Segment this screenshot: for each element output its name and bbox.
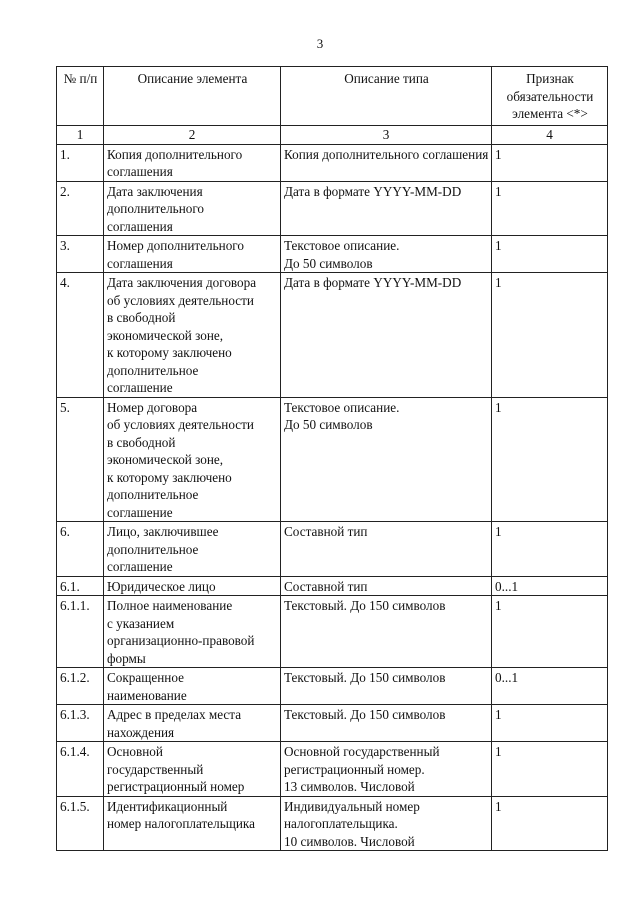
table-row <box>57 522 608 577</box>
required-flag: 0...1 <box>492 668 608 705</box>
column-number-row <box>57 126 608 145</box>
type-description: Составной тип <box>281 576 492 596</box>
table-row <box>57 796 608 851</box>
required-flag: 1 <box>492 236 608 273</box>
row-number: 6.1.1. <box>57 596 104 668</box>
element-description: Адрес в пределах места нахождения <box>104 705 281 742</box>
type-description: Текстовый. До 150 символов <box>281 668 492 705</box>
type-description: Дата в формате YYYY-MM-DD <box>281 181 492 236</box>
element-description: Сокращенное наименование <box>104 668 281 705</box>
row-number: 4. <box>57 273 104 398</box>
required-flag: 1 <box>492 796 608 851</box>
table-row <box>57 144 608 181</box>
row-number: 2. <box>57 181 104 236</box>
header-type-description: Описание типа <box>281 67 492 126</box>
row-number: 1. <box>57 144 104 181</box>
table-row <box>57 236 608 273</box>
row-number: 6.1. <box>57 576 104 596</box>
table-row <box>57 397 608 522</box>
row-number: 6.1.3. <box>57 705 104 742</box>
row-number: 6. <box>57 522 104 577</box>
column-number: 3 <box>281 126 492 145</box>
required-flag: 1 <box>492 705 608 742</box>
required-flag: 1 <box>492 397 608 522</box>
element-description: Полное наименование с указанием организационно-правовой формы <box>104 596 281 668</box>
header-num: № п/п <box>57 67 104 126</box>
page-number: 3 <box>316 36 324 51</box>
required-flag: 1 <box>492 144 608 181</box>
header-element-description: Описание элемента <box>104 67 281 126</box>
element-description: Юридическое лицо <box>104 576 281 596</box>
column-number: 2 <box>104 126 281 145</box>
type-description: Основной государственный регистрационный номер. 13 символов. Числовой <box>281 742 492 797</box>
type-description: Дата в формате YYYY-MM-DD <box>281 273 492 398</box>
element-description: Копия дополнительного соглашения <box>104 144 281 181</box>
required-flag: 1 <box>492 596 608 668</box>
element-description: Лицо, заключившее дополнительное соглашение <box>104 522 281 577</box>
required-flag: 0...1 <box>492 576 608 596</box>
row-number: 6.1.4. <box>57 742 104 797</box>
required-flag: 1 <box>492 522 608 577</box>
element-description: Номер договора об условиях деятельности в свободной экономической зоне, к которому заключено дополнительное соглашение <box>104 397 281 522</box>
type-description: Текстовый. До 150 символов <box>281 596 492 668</box>
table-row <box>57 705 608 742</box>
element-description: Дата заключения договора об условиях деятельности в свободной экономической зоне, к которому заключено дополнительное соглашение <box>104 273 281 398</box>
table-row <box>57 576 608 596</box>
type-description: Текстовый. До 150 символов <box>281 705 492 742</box>
column-number: 4 <box>492 126 608 145</box>
row-number: 6.1.2. <box>57 668 104 705</box>
table-row <box>57 596 608 668</box>
type-description: Текстовое описание. До 50 символов <box>281 397 492 522</box>
table-row <box>57 273 608 398</box>
type-description: Составной тип <box>281 522 492 577</box>
row-number: 3. <box>57 236 104 273</box>
required-flag: 1 <box>492 181 608 236</box>
table-row <box>57 181 608 236</box>
required-flag: 1 <box>492 742 608 797</box>
row-number: 6.1.5. <box>57 796 104 851</box>
element-description: Дата заключения дополнительного соглашения <box>104 181 281 236</box>
table-row <box>57 668 608 705</box>
table-row <box>57 742 608 797</box>
header-required-flag: Признак обязательности элемента <*> <box>492 67 608 126</box>
row-number: 5. <box>57 397 104 522</box>
type-description: Текстовое описание. До 50 символов <box>281 236 492 273</box>
type-description: Копия дополнительного соглашения <box>281 144 492 181</box>
element-description: Идентификационный номер налогоплательщика <box>104 796 281 851</box>
element-description: Номер дополнительного соглашения <box>104 236 281 273</box>
type-description: Индивидуальный номер налогоплательщика. 10 символов. Числовой <box>281 796 492 851</box>
element-spec-table <box>56 66 608 851</box>
required-flag: 1 <box>492 273 608 398</box>
table-header-row <box>57 67 608 126</box>
element-description: Основной государственный регистрационный номер <box>104 742 281 797</box>
column-number: 1 <box>57 126 104 145</box>
